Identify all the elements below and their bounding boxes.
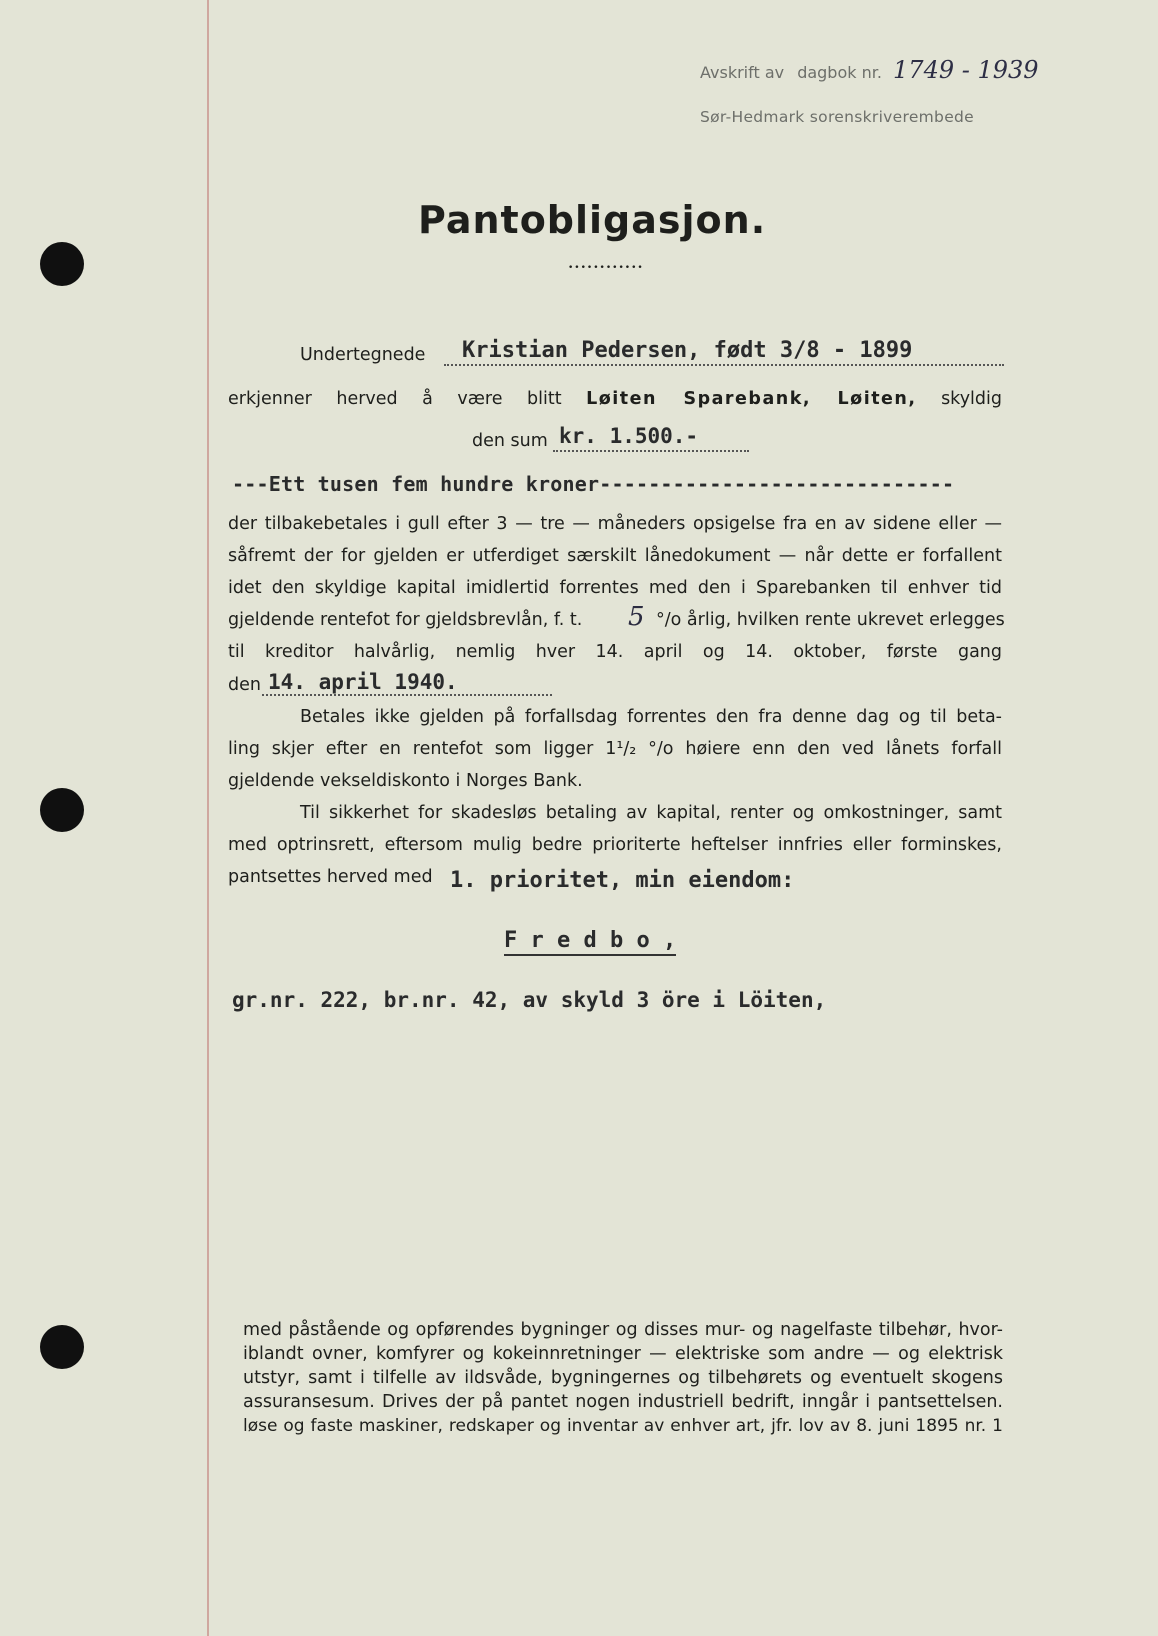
first-date-field	[262, 670, 552, 696]
property-name: F r e d b o ,	[504, 928, 676, 956]
terms-line-1: der tilbakebetales i gull efter 3 — tre — måneders opsigelse fra en av sidene eller —	[228, 514, 1002, 534]
security-line-1: Til sikkerhet for skadesløs betaling av kapital, renter og omkostninger, samt	[300, 803, 1002, 823]
default-line-3: gjeldende vekseldiskonto i Norges Bank.	[228, 771, 583, 791]
terms-line-4-before: gjeldende rentefot for gjeldsbrevlån, f. t.	[228, 610, 583, 630]
margin-line	[207, 0, 209, 1636]
closing-line-1: med påstående og opførendes bygninger og disses mur- og nagelfaste tilbehør, hvor-	[243, 1320, 1003, 1340]
default-line-2: ling skjer efter en rentefot som ligger 1¹/₂ °/o høiere enn den ved lånets forfall	[228, 739, 1002, 759]
amount-field	[553, 424, 749, 452]
first-date: 14. april 1940.	[268, 670, 458, 694]
debtor-name: Kristian Pedersen, født 3/8 - 1899	[462, 338, 913, 363]
creditor-after: skyldig	[941, 389, 1002, 409]
terms-line-6-label: den	[228, 675, 261, 695]
creditor-before: erkjenner herved å være blitt	[228, 389, 562, 409]
terms-line-5: til kreditor halvårlig, nemlig hver 14. april og 14. oktober, første gang	[228, 642, 1002, 662]
stamp-prefix: Avskrift av	[700, 63, 785, 82]
header-stamp-line	[700, 56, 1039, 84]
office-stamp: Sør-Hedmark sorenskriverembede	[700, 108, 975, 126]
title-ornament: ••••••••••••	[568, 263, 644, 273]
closing-line-3: utstyr, samt i tilfelle av ildsvåde, bygningernes og tilbehørets og eventuelt skogens	[243, 1368, 1003, 1388]
security-line-3: pantsettes herved med	[228, 867, 433, 887]
security-line-2: med optrinsrett, eftersom mulig bedre prioriterte heftelser innfries eller forminskes,	[228, 835, 1002, 855]
terms-line-2: såfremt der for gjelden er utferdiget særskilt lånedokument — når dette er forfallent	[228, 546, 1002, 566]
debtor-field	[444, 338, 1004, 366]
debtor-label: Undertegnede	[300, 345, 426, 365]
creditor-bank: Løiten Sparebank, Løiten,	[586, 389, 917, 409]
interest-rate: 5	[628, 602, 645, 632]
property-details: gr.nr. 222, br.nr. 42, av skyld 3 öre i Löiten,	[232, 988, 827, 1012]
punch-hole	[40, 242, 84, 286]
closing-line-4: assuransesum. Drives der på pantet nogen industriell bedrift, inngår i pantsettelsen.	[243, 1392, 1003, 1412]
punch-hole	[40, 788, 84, 832]
terms-line-4-after: °/o årlig, hvilken rente ukrevet erlegges	[656, 610, 1005, 630]
stamp-dagbok: dagbok nr.	[797, 63, 882, 82]
priority-text: 1. prioritet, min eiendom:	[450, 868, 795, 893]
document-title: Pantobligasjon.	[418, 198, 767, 242]
default-line-1: Betales ikke gjelden på forfallsdag forrentes den fra denne dag og til beta-	[300, 707, 1002, 727]
amount-words: ---Ett tusen fem hundre kroner-----------------------------	[232, 472, 955, 496]
closing-line-2: iblandt ovner, komfyrer og kokeinnretninger — elektriske som andre — og elektrisk	[243, 1344, 1003, 1364]
amount-value: kr. 1.500.-	[559, 424, 699, 448]
creditor-line	[228, 389, 1002, 409]
closing-line-5: løse og faste maskiner, redskaper og inventar av enhver art, jfr. lov av 8. juni 1895 nr. 1	[243, 1416, 1003, 1436]
amount-label: den sum	[472, 431, 548, 451]
dagbok-number: 1749 - 1939	[893, 56, 1039, 84]
punch-hole	[40, 1325, 84, 1369]
terms-line-3: idet den skyldige kapital imidlertid forrentes med den i Sparebanken til enhver tid	[228, 578, 1002, 598]
